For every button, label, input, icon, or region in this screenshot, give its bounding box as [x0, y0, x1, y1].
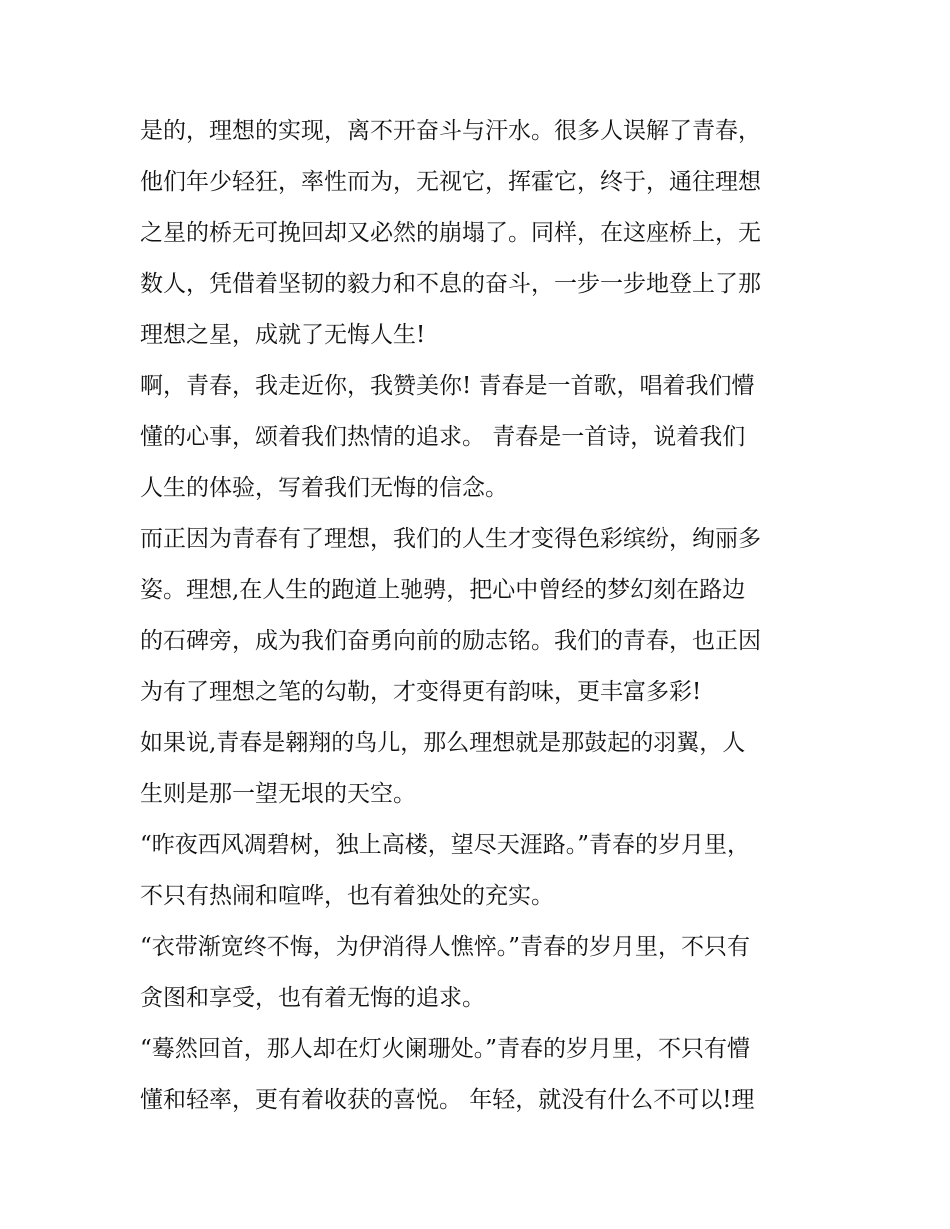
text-line: 理想之星，成就了无悔人生! — [140, 322, 426, 348]
text-line: 之星的桥无可挽回却又必然的崩塌了。同样，在这座桥上，无 — [140, 220, 761, 246]
text-line: 人生的体验，写着我们无悔的信念。 — [140, 475, 508, 501]
text-line: 懂的心事，颂着我们热情的追求。 青春是一首诗，说着我们 — [140, 424, 746, 450]
text-line: 姿。理想,在人生的跑道上驰骋，把心中曾经的梦幻刻在路边 — [140, 577, 746, 603]
text-line: “昨夜西风凋碧树，独上高楼，望尽天涯路。”青春的岁月里， — [140, 832, 751, 858]
body-text — [140, 106, 830, 1126]
text-line: 贪图和享受，也有着无悔的追求。 — [140, 985, 485, 1011]
text-line: 为有了理想之笔的勾勒，才变得更有韵味，更丰富多彩! — [140, 679, 702, 705]
text-line: 的石碑旁，成为我们奋勇向前的励志铭。我们的青春，也正因 — [140, 628, 761, 654]
text-line: 数人，凭借着坚韧的毅力和不息的奋斗，一步一步地登上了那 — [140, 271, 761, 297]
text-line: 他们年少轻狂，率性而为，无视它，挥霍它，终于，通往理想 — [140, 169, 761, 195]
text-line: 如果说,青春是翱翔的鸟儿，那么理想就是那鼓起的羽翼，人 — [140, 730, 746, 756]
text-line: 啊，青春，我走近你，我赞美你! 青春是一首歌，唱着我们懵 — [140, 373, 755, 399]
text-line: “蓦然回首，那人却在灯火阑珊处。”青春的岁月里，不只有懵 — [140, 1036, 751, 1062]
text-line: “衣带渐宽终不悔，为伊消得人憔悴。”青春的岁月里，不只有 — [140, 934, 751, 960]
text-line: 而正因为青春有了理想，我们的人生才变得色彩缤纷，绚丽多 — [140, 526, 761, 552]
text-line: 是的，理想的实现，离不开奋斗与汗水。很多人误解了青春， — [140, 118, 761, 144]
text-line: 不只有热闹和喧哗，也有着独处的充实。 — [140, 883, 554, 909]
text-line: 生则是那一望无垠的天空。 — [140, 781, 416, 807]
text-line: 懂和轻率，更有着收获的喜悦。 年轻，就没有什么不可以!理 — [140, 1087, 755, 1113]
